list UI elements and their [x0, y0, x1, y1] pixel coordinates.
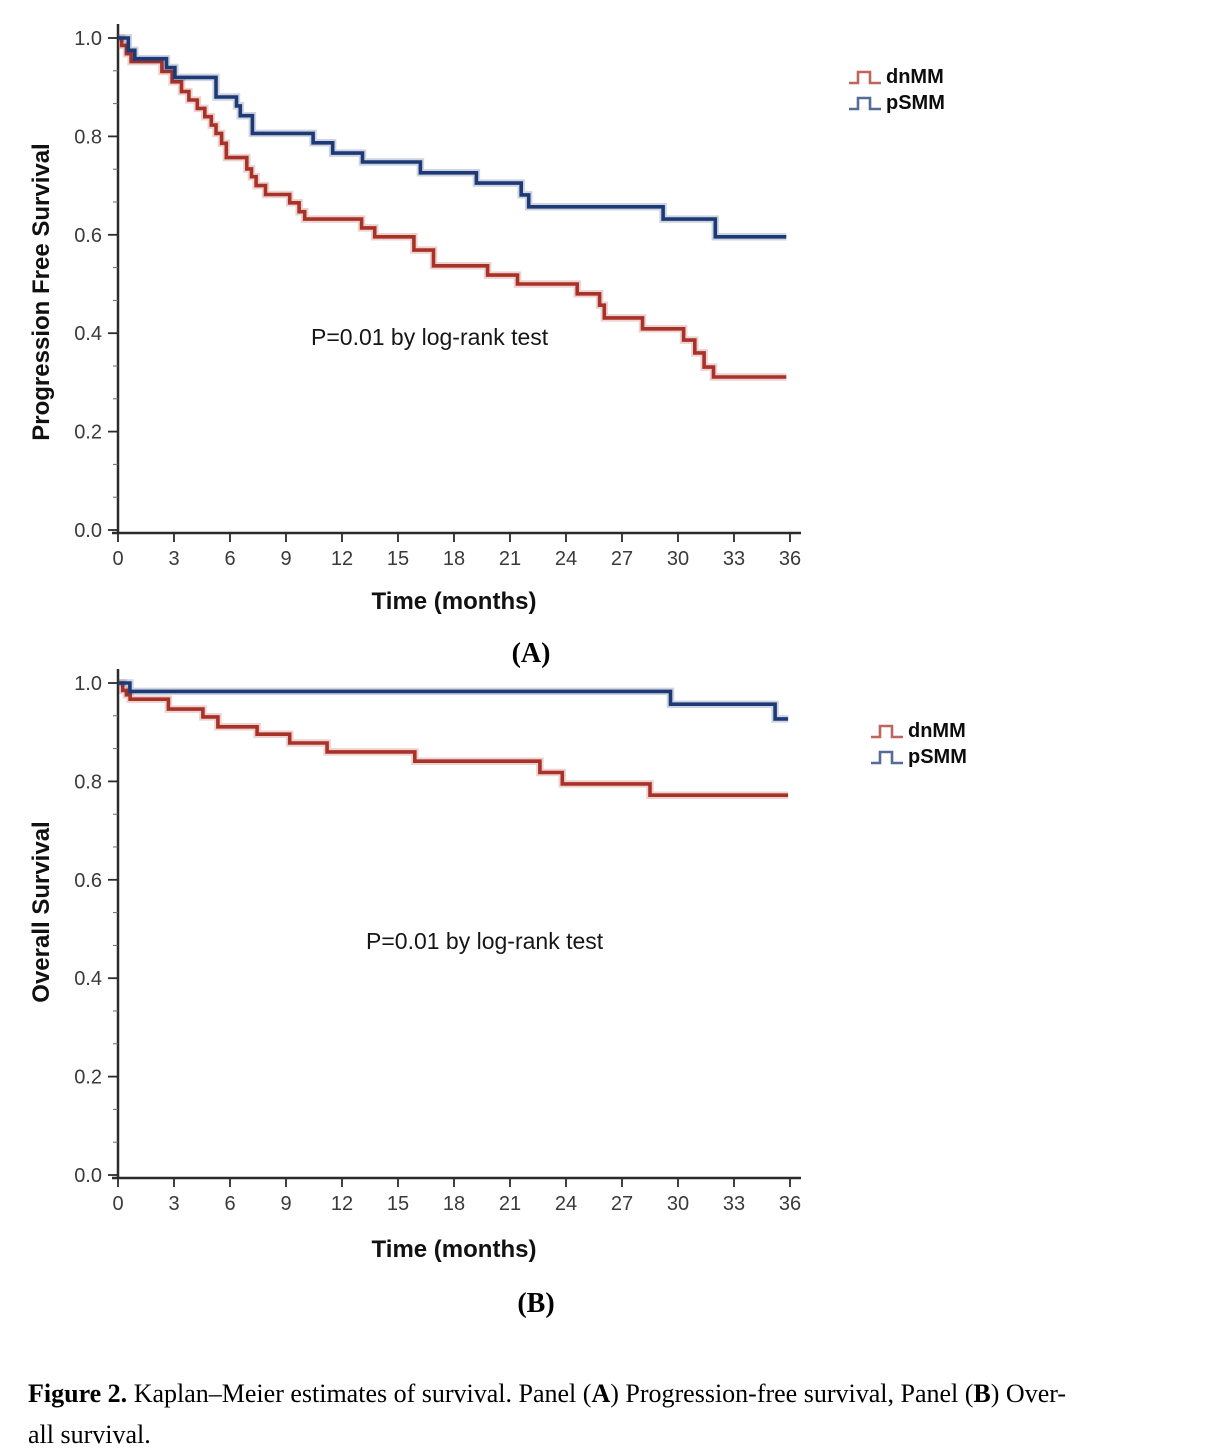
- dnmm-step-line-icon: [848, 68, 882, 88]
- x-tick-label: 15: [386, 1193, 410, 1215]
- y-tick-label: 0.0: [74, 1165, 102, 1187]
- legend-label-dnmm: dnMM: [886, 66, 944, 88]
- dnmm-step-line-icon: [870, 722, 904, 742]
- y-tick-label: 1.0: [74, 673, 102, 695]
- x-tick-label: 0: [112, 548, 124, 570]
- panel-b-caption-label: (B): [517, 1288, 555, 1319]
- figure-caption: Figure 2. Kaplan–Meier estimates of survival. Panel (A) Progression-free survival, Panel (B) Over- all survival.: [28, 1379, 1067, 1449]
- x-tick-label: 33: [722, 548, 746, 570]
- panel-a-plot: [74, 24, 801, 570]
- x-tick-label: 9: [280, 548, 292, 570]
- legend-label-psmm: pSMM: [908, 746, 967, 768]
- x-tick-label: 27: [610, 1193, 634, 1215]
- x-tick-label: 3: [168, 1193, 180, 1215]
- x-tick-label: 33: [722, 1193, 746, 1215]
- x-tick-label: 36: [778, 548, 802, 570]
- panel-b-pvalue-annotation: P=0.01 by log-rank test: [366, 928, 604, 954]
- legend-label-dnmm: dnMM: [908, 720, 966, 742]
- y-tick-label: 0.4: [74, 968, 102, 991]
- panel-b-legend-item-dnmm: [870, 720, 967, 743]
- panel-a-legend: [848, 66, 945, 115]
- legend-label-psmm: pSMM: [886, 92, 945, 114]
- x-tick-label: 3: [168, 548, 180, 570]
- survival-curve-halo-dnmm: [118, 683, 788, 795]
- y-tick-label: 0.0: [74, 520, 102, 542]
- x-tick-label: 6: [224, 1193, 236, 1215]
- x-tick-label: 18: [442, 1193, 466, 1215]
- panel-a-pvalue-annotation: P=0.01 by log-rank test: [311, 324, 549, 350]
- panel-a-legend-item-psmm: [848, 92, 945, 115]
- x-tick-label: 18: [442, 548, 466, 570]
- x-tick-label: 36: [778, 1193, 802, 1215]
- y-tick-label: 0.2: [74, 421, 102, 444]
- panel-b-y-axis-title: Overall Survival: [28, 821, 55, 1003]
- figure-number: Figure 2.: [28, 1379, 128, 1408]
- y-tick-label: 0.8: [74, 771, 102, 794]
- y-tick-label: 0.4: [74, 323, 102, 346]
- panel-a-y-axis-title: Progression Free Survival: [28, 143, 55, 441]
- x-tick-label: 30: [666, 548, 690, 570]
- y-tick-label: 0.8: [74, 126, 102, 149]
- y-tick-label: 0.6: [74, 224, 102, 247]
- x-tick-label: 30: [666, 1193, 690, 1215]
- x-tick-label: 24: [554, 548, 578, 570]
- x-tick-label: 21: [498, 548, 522, 570]
- x-tick-label: 0: [112, 1193, 124, 1215]
- x-tick-label: 21: [498, 1193, 522, 1215]
- survival-curve-dnmm: [118, 683, 788, 795]
- panel-a-caption-label: (A): [511, 638, 551, 669]
- x-tick-label: 9: [280, 1193, 292, 1215]
- x-tick-label: 15: [386, 548, 410, 570]
- psmm-step-line-icon: [848, 94, 882, 114]
- x-tick-label: 12: [330, 548, 354, 570]
- panel-b-x-axis-title: Time (months): [371, 1236, 537, 1263]
- y-tick-label: 1.0: [74, 28, 102, 50]
- psmm-step-line-icon: [870, 748, 904, 768]
- panel-b-legend: [870, 720, 967, 769]
- x-tick-label: 27: [610, 548, 634, 570]
- x-tick-label: 12: [330, 1193, 354, 1215]
- panel-a-legend-item-dnmm: [848, 66, 945, 89]
- x-tick-label: 24: [554, 1193, 578, 1215]
- x-tick-label: 6: [224, 548, 236, 570]
- y-tick-label: 0.2: [74, 1066, 102, 1089]
- y-tick-label: 0.6: [74, 869, 102, 892]
- panel-a-x-axis-title: Time (months): [371, 588, 537, 615]
- panel-b-legend-item-psmm: [870, 746, 967, 769]
